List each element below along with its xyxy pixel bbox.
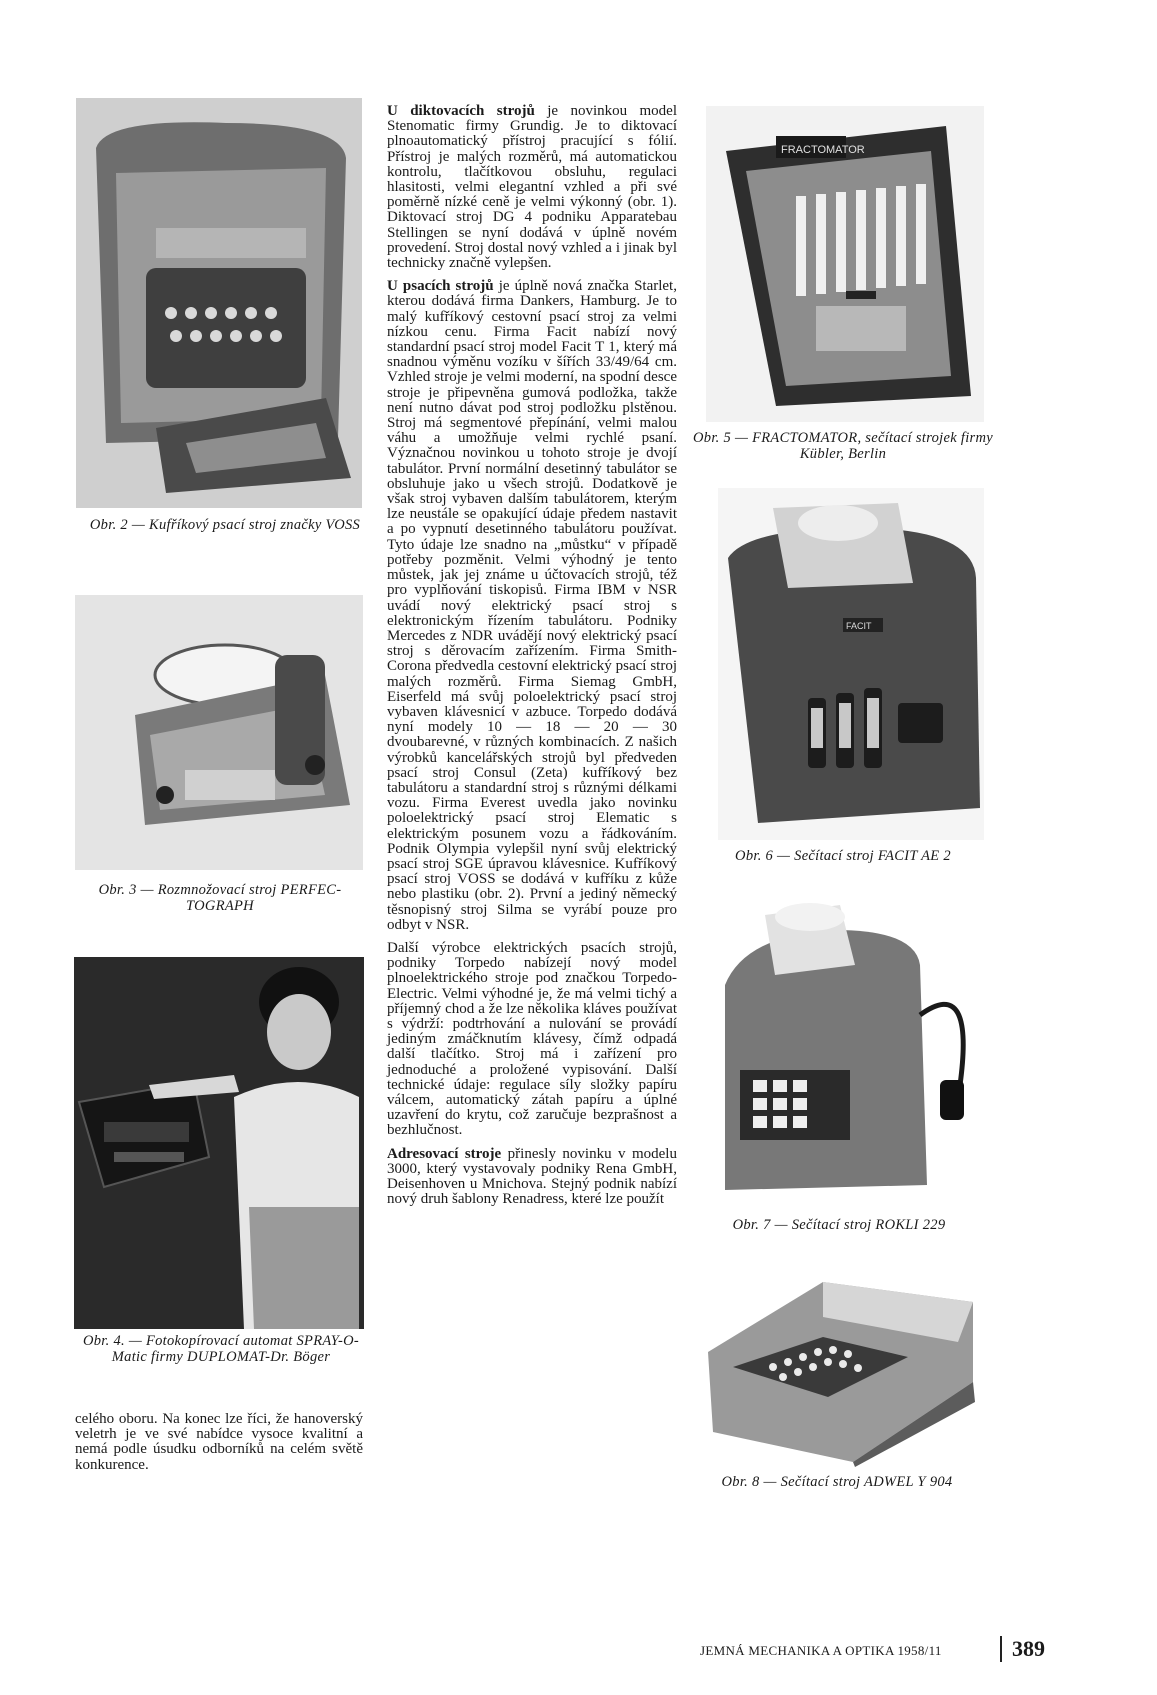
- journal-title: JEMNÁ MECHANIKA A OPTIKA 1958/11: [700, 1643, 942, 1658]
- photo-obr3-perfectograph: [75, 595, 363, 870]
- paragraph-typewriters: [387, 279, 677, 933]
- photo-obr2-typewriter-case: [76, 98, 362, 508]
- photo-obr8-adwel: [703, 1262, 981, 1467]
- facit-brand-label: FACIT: [846, 621, 872, 631]
- middle-column-article: [387, 104, 677, 1215]
- page-footer: [700, 1634, 1100, 1664]
- caption-obr4: Obr. 4. — Fotokopírovací automat SPRAY-O-Matic firmy DUPLOMAT-Dr. Böger: [82, 1333, 360, 1365]
- text-typewriters: je úplně nová značka Starlet, kterou dodává firma Dankers, Hamburg. Je to malý kufříkový cestovní psací stroj za velmi nízkou cenu. Firma Facit nabízí nový standardní psací stroj model Facit T 1, který má snadnou výměnu vozíku v šířích 33/49/64 cm. Vzhled stroje je velmi moderní, na spodní desce stroje je připevněna gumová podložka, takže není nutno dávat pod stroj podložku plstěnou. Stroj má segmentové přepínání, velmi malou váhu a umožňuje velmi rychlé psaní. Význačnou novinkou u tohoto stroje je dvojí tabulátor. První normální desetinný tabulátor se obsluhuje jako u všech strojů. Dodatkově je však stroj vybaven dalším tabulátorem, kterým lze neustále se opakující údaje předem nastavit a po vypnutí desetinného tabulátoru používat. Tyto údaje lze snadno na „můstku“ v případě potřeby pozměnit. Velmi výhodný je tento můstek, jak jej známe u účtovacích strojů, též pro vyplňování tiskopisů. Firma IBM v NSR uvádí nový elektrický psací stroj s elektronickým řízením tabulátoru. Podniky Mercedes z NDR uvádějí nový elektrický psací stroj s děrovacím zařízením. Firma Smith-Corona předvedla cestovní elektrický psací stroj malých rozměrů. Firma Siemag GmbH, Eiserfeld má svůj poloelektrický psací stroj vybaven klávesnicí v azbuce. Torpedo dodává nyní modely 10 — 18 — 20 — 30 dvoubarevné, v různých kombinacích. Z našich výrobků kancelářských strojů byl předveden psací stroj Consul (Zeta) kufříkový bez tabulátoru a standardní stroj s různými délkami vozu. Firma Everest uvedla jako novinku poloelektrický psací stroj Elematic s elektrickým posunem vozu a řádkováním. Podnik Olympia vylepšil nyní svůj elektrický psací stroj SGE úpravou klávesnice. Kufříkový psací stroj VOSS se dodává v kufříku z kůže nebo plastiku (obr. 2). První a jediný německý těsnopisný stroj Silma se vyrábí pouze pro odbyt v NSR.: [387, 278, 677, 933]
- left-column-text: celého oboru. Na konec lze říci, že hanoverský veletrh je ve své nabídce vysoce kvalitní a nemá podle úsudku odborníků na celém světě konkurence.: [75, 1411, 363, 1473]
- caption-obr5: Obr. 5 — FRACTOMATOR, sečítací strojek firmy Kübler, Berlin: [693, 430, 993, 462]
- heading-typewriters: U psacích strojů: [387, 278, 494, 295]
- fractomator-brand-label: FRACTOMATOR: [781, 144, 865, 156]
- paragraph-electric-typewriters: Další výrobce elektrických psacích strojů, podniky Torpedo nabízejí nový model plnoelektrického stroje pod značkou Torpedo-Electric. Velmi výhodné je, že má velmi tichý a příjemný chod a že lze několika kláves používat s výdrží: podtrhování a nulování se provádí jediným zmáčknutím klávesy, čímž odpadá další tlačítko. Stroj má i zařízení pro jednoduché a proložené vypisování. Další technické údaje: regulace síly složky papíru válcem, automatický zátah papíru a úplné uzavření do krytu, což zaručuje bezprašnost a bezhlučnost.: [387, 939, 677, 1139]
- photo-obr4-spray-o-matic: [74, 957, 364, 1329]
- caption-obr8: Obr. 8 — Sečítací stroj ADWEL Y 904: [721, 1474, 953, 1490]
- caption-obr3: Obr. 3 — Rozmnožovací stroj PERFEC-TOGRAPH: [98, 882, 342, 914]
- caption-obr6: Obr. 6 — Sečítací stroj FACIT AE 2: [735, 848, 951, 864]
- heading-addressing-machines: Adresovací stroje: [387, 1145, 502, 1162]
- text-addressing-machines: přinesly novinku v modelu 3000, který vystavovaly podniky Rena GmbH, Deisenhoven u Mnichova. Stejný podnik nabízí nový druh šablony Renadress, které lze použít: [387, 1145, 677, 1208]
- footer-divider: [1000, 1636, 1002, 1662]
- paragraph-addressing-machines: [387, 1147, 677, 1208]
- paragraph-dictating-machines: [387, 104, 677, 271]
- text-dictating-machines: je novinkou model Stenomatic firmy Grundig. Je to diktovací plnoautomatický přístroj pracující s fólií. Přístroj je malých rozměrů, má automatickou kontrolu, tlačítkovou obsluhu, regulaci hlasitosti, velmi elegantní vzhled a při své poměrně nízké ceně je velmi výkonný (obr. 1). Diktovací stroj DG 4 podniku Apparatebau Stellingen se nyní dodává v úplně novém provedení. Stroj dostal nový vzhled a i jinak byl technicky značně vylepšen.: [387, 103, 677, 272]
- photo-obr6-facit: [718, 488, 984, 840]
- caption-obr7: Obr. 7 — Sečítací stroj ROKLI 229: [732, 1217, 946, 1233]
- page-number: 389: [1012, 1636, 1045, 1661]
- photo-obr5-fractomator: [706, 106, 984, 422]
- heading-dictating-machines: U diktovacích strojů: [387, 103, 535, 119]
- photo-obr7-rokli: [705, 895, 983, 1202]
- caption-obr2: Obr. 2 — Kufříkový psací stroj značky VOSS: [89, 517, 361, 533]
